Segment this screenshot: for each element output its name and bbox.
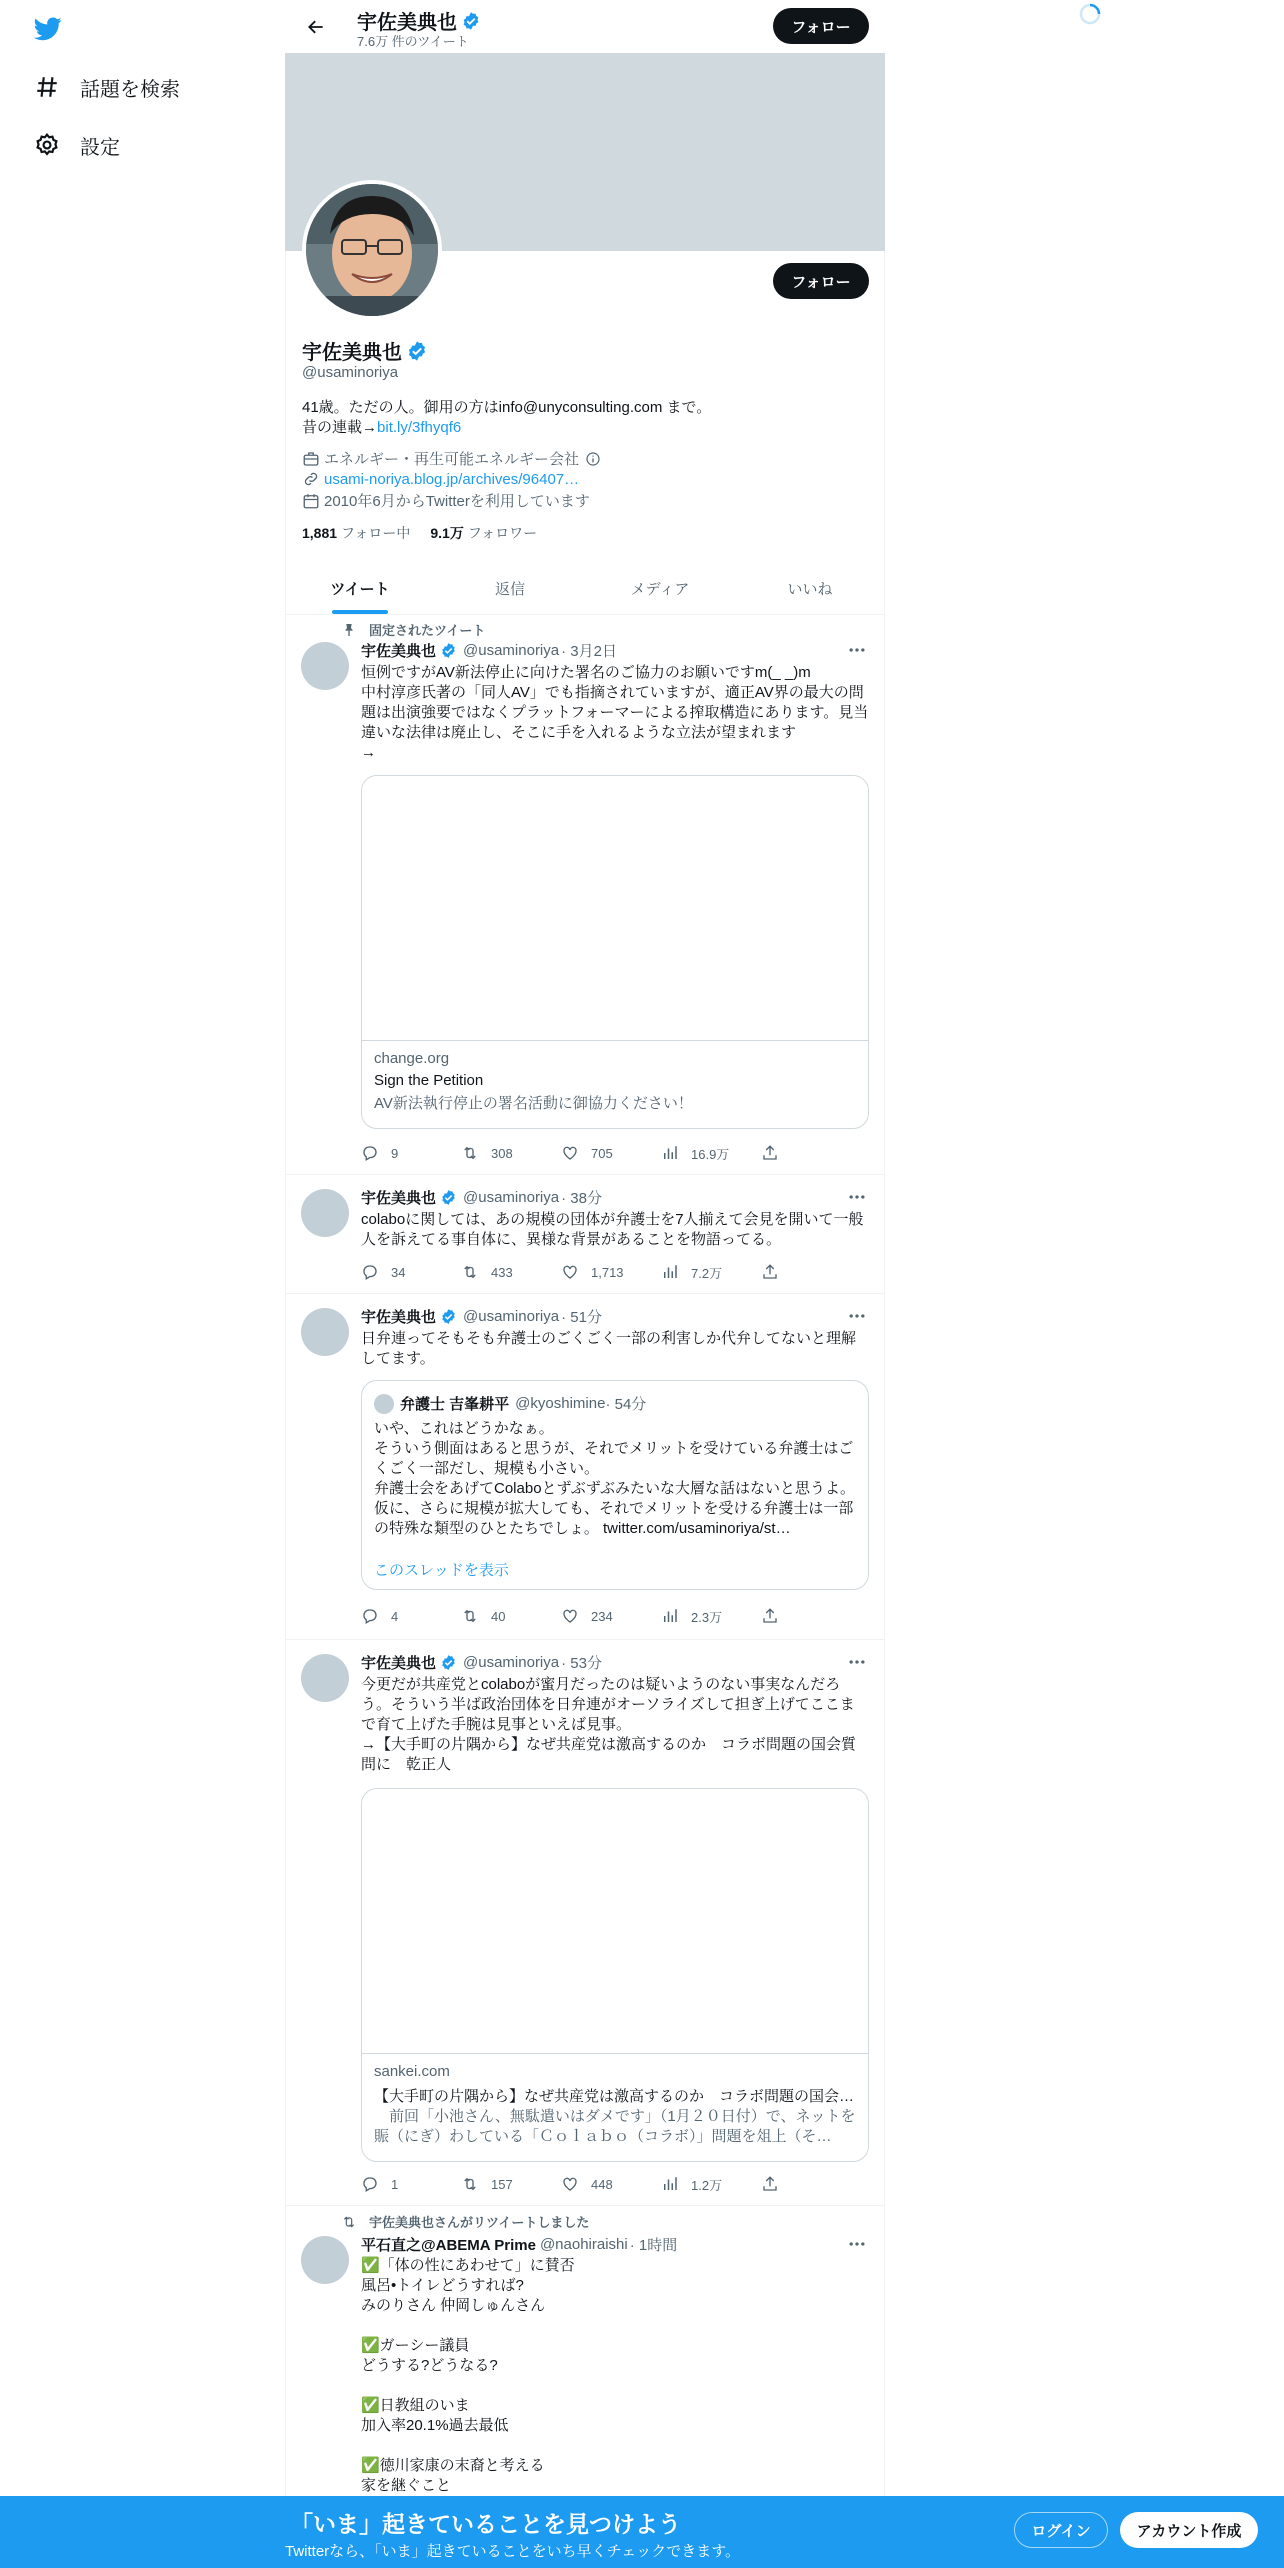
gear-icon [34, 132, 60, 158]
follow-stats [302, 523, 557, 543]
tweet-header [361, 1187, 602, 1208]
more-icon [847, 2234, 867, 2254]
retweet-count: 433 [491, 1264, 513, 1280]
tab-media[interactable]: メディア [630, 580, 690, 598]
bio-line: 41歳。ただの人。御用の方はinfo@unyconsulting.com まで。 [302, 399, 712, 416]
reply-count: 9 [391, 1145, 399, 1161]
like-count: 1,713 [591, 1264, 624, 1280]
profile-joined [302, 490, 590, 511]
tweet-header [361, 2234, 677, 2255]
link-card[interactable] [361, 775, 869, 1129]
show-thread-link[interactable]: このスレッドを表示 [374, 1562, 509, 1579]
tweet-header [361, 1306, 602, 1327]
card-title: Sign the Petition [374, 1072, 484, 1089]
signup-banner [0, 2496, 1284, 2568]
view-count: 1.2万 [691, 2177, 723, 2193]
bio-link[interactable]: bit.ly/3fhyqf6 [377, 419, 462, 436]
tweet-time[interactable]: · 53分 [561, 1655, 602, 1672]
profile-follow-button[interactable]: フォロー [773, 263, 869, 299]
reply-count: 34 [391, 1264, 406, 1280]
twitter-logo-icon[interactable] [32, 14, 64, 42]
verified-badge-icon [461, 11, 481, 31]
following-link[interactable] [302, 523, 410, 543]
tab-tweets[interactable]: ツイート [285, 562, 435, 614]
reply-button[interactable] [361, 1143, 461, 1163]
profile-header-bar [285, 0, 885, 53]
verified-badge-icon [440, 1308, 457, 1325]
view-count: 16.9万 [691, 1146, 730, 1162]
nav-explore[interactable] [34, 67, 180, 107]
share-icon [761, 1263, 779, 1281]
profile-avatar[interactable] [302, 180, 442, 320]
reply-button[interactable] [361, 2174, 461, 2194]
tweet-time[interactable]: · 1時間 [629, 2237, 678, 2254]
analytics-icon [661, 2175, 679, 2193]
profile-tabs [285, 562, 885, 615]
more-icon [847, 640, 867, 660]
profile-bio [302, 398, 862, 438]
tweet-text: 今更だが共産党とcolaboが蜜月だったのは疑いようのない事実なんだろう。そういう半ば政治団体を日弁連がオーソライズして担ぎ上げてここまで育て上げた手腕は見事といえば見事。 →【大手町の片隅から】なぜ共産党は激高するのか コラボ問題の国会質問に 乾正人 [361, 1676, 857, 1773]
retweet-icon [461, 2175, 479, 2193]
profile-url [302, 470, 579, 488]
retweet-icon [341, 2214, 357, 2230]
reply-button[interactable] [361, 1262, 461, 1282]
card-image [362, 776, 868, 1041]
analytics-icon [661, 1607, 679, 1625]
views-button[interactable] [661, 1143, 761, 1163]
retweeted-text: 宇佐美典也さんがリツイートしました [369, 2215, 590, 2230]
more-options-button[interactable] [845, 1306, 869, 1326]
reply-icon [361, 1144, 379, 1162]
reply-count: 1 [391, 2176, 399, 2192]
tweet-time[interactable]: · 38分 [561, 1190, 602, 1207]
back-button[interactable] [301, 12, 331, 42]
login-button[interactable]: ログイン [1014, 2512, 1108, 2548]
header-name-text: 宇佐美典也 [357, 12, 457, 34]
more-options-button[interactable] [845, 1652, 869, 1672]
pinned-text: 固定されたツイート [369, 623, 486, 638]
retweet-count: 40 [491, 1608, 506, 1624]
author-handle[interactable]: @usaminoriya [463, 1308, 560, 1325]
like-count: 234 [591, 1608, 613, 1624]
profile-url-link[interactable]: usami-noriya.blog.jp/archives/96407… [324, 470, 580, 488]
more-icon [847, 1652, 867, 1672]
followers-link[interactable] [430, 523, 537, 543]
more-icon [847, 1187, 867, 1207]
heart-icon [561, 1607, 579, 1625]
hashtag-icon [34, 74, 60, 100]
like-button[interactable] [561, 1143, 661, 1163]
category-text: エネルギー・再生可能エネルギー会社 [324, 451, 580, 468]
share-icon [761, 2175, 779, 2193]
joined-text: 2010年6月からTwitterを利用しています [324, 493, 590, 510]
tweet-actions [361, 2174, 801, 2194]
like-button[interactable] [561, 1606, 661, 1626]
more-options-button[interactable] [845, 640, 869, 660]
retweeted-label [341, 2212, 589, 2231]
view-count: 7.2万 [691, 1265, 723, 1281]
link-card[interactable] [361, 1788, 869, 2162]
retweet-button[interactable] [461, 1606, 561, 1626]
author-handle[interactable]: @usaminoriya [463, 642, 560, 659]
reply-count: 4 [391, 1608, 399, 1624]
arrow-left-icon [306, 17, 326, 37]
header-tweet-count: 7.6万 件のツイート [357, 34, 469, 49]
retweet-button[interactable] [461, 1262, 561, 1282]
tweet-actions [361, 1606, 801, 1626]
card-image [362, 1789, 868, 2054]
tweet[interactable] [285, 615, 885, 1175]
author-handle[interactable]: @naohiraishi [539, 2236, 628, 2253]
create-account-button[interactable]: アカウント作成 [1120, 2512, 1258, 2548]
verified-badge-icon [440, 1654, 457, 1671]
reply-icon [361, 2175, 379, 2193]
tweet[interactable] [285, 1175, 885, 1294]
quote-avatar [374, 1394, 394, 1414]
tab-likes[interactable]: いいね [787, 580, 833, 598]
like-count: 705 [591, 1145, 613, 1161]
verified-badge-icon [440, 642, 457, 659]
header-follow-button[interactable]: フォロー [773, 8, 869, 44]
card-domain: sankei.com [374, 2063, 450, 2080]
profile-name-text: 宇佐美典也 [302, 342, 402, 364]
reply-icon [361, 1263, 379, 1281]
tweet[interactable] [285, 2206, 885, 2496]
tweet-time[interactable]: · 51分 [561, 1309, 602, 1326]
followers-label: フォロワー [467, 525, 538, 541]
retweet-count: 308 [491, 1145, 513, 1161]
author-name[interactable]: 平石直之@ABEMA Prime [361, 2237, 536, 2254]
bio-line: 昔の連載→ [302, 419, 378, 436]
profile-handle: @usaminoriya [302, 364, 399, 381]
more-icon [847, 1306, 867, 1326]
quote-time: · 54分 [605, 1396, 647, 1413]
views-button[interactable] [661, 1262, 761, 1282]
author-name[interactable]: 宇佐美典也 [361, 1655, 437, 1672]
card-title: 【大手町の片隅から】なぜ共産党は激高するのか コラボ問題の国会… [374, 2088, 855, 2105]
reply-button[interactable] [361, 1606, 461, 1626]
heart-icon [561, 2175, 579, 2193]
share-button[interactable] [761, 2174, 801, 2194]
tweet[interactable] [285, 1640, 885, 2206]
analytics-icon [661, 1263, 679, 1281]
tweet-text: 恒例ですがAV新法停止に向けた署名のご協力のお願いですm(_ _)m 中村淳彦氏著の「同人AV」でも指摘されていますが、適正AV界の最大の問題は出演強要ではなくプラットフォーマーによる搾取構造にあります。見当違いな法律は廃止し、そこに手を入れるような立法が望まれます → [361, 664, 869, 761]
analytics-icon [661, 1144, 679, 1162]
tweet-time[interactable]: · 3月2日 [561, 643, 617, 660]
view-count: 2.3万 [691, 1609, 723, 1625]
nav-explore-label: 話題を検索 [80, 78, 180, 101]
share-button[interactable] [761, 1262, 801, 1282]
quote-header [374, 1393, 646, 1414]
avatar[interactable] [301, 1654, 349, 1702]
quote-author-handle: @kyoshimine [515, 1395, 606, 1412]
retweet-icon [461, 1263, 479, 1281]
profile-name [302, 336, 428, 365]
tweet-text: ✅「体の性にあわせて」に賛否 風呂•トイレどうすれば? みのりさん 仲岡しゅんさん ✅ガーシー議員 どうする?どうなる? ✅日教組のいま 加入率20.1%過去最低 ✅徳川家康の末裔と考える 家を継ぐこと [361, 2257, 575, 2494]
retweet-count: 157 [491, 2176, 513, 2192]
author-handle[interactable]: @usaminoriya [463, 1189, 560, 1206]
views-button[interactable] [661, 1606, 761, 1626]
tweet-header [361, 640, 617, 661]
tweet-text: colaboに関しては、あの規模の団体が弁護士を7人揃えて会見を開いて一般人を訴えてる事自体に、異様な背景があることを物語ってる。 [361, 1211, 864, 1248]
nav-settings[interactable] [34, 125, 120, 165]
profile-category [302, 448, 605, 469]
tweet-header [361, 1652, 602, 1673]
briefcase-icon [302, 450, 320, 468]
avatar[interactable] [301, 1189, 349, 1237]
retweet-icon [461, 1144, 479, 1162]
author-name[interactable]: 宇佐美典也 [361, 1190, 437, 1207]
quoted-tweet[interactable] [361, 1380, 869, 1590]
nav-settings-label: 設定 [80, 136, 120, 159]
quote-author-name: 弁護士 吉峯耕平 [400, 1396, 510, 1413]
signup-banner-subtitle: Twitterなら、「いま」起きていることをいち早くチェックできます。 [285, 2543, 741, 2560]
more-options-button[interactable] [845, 2234, 869, 2254]
retweet-button[interactable] [461, 2174, 561, 2194]
followers-count: 9.1万 [430, 525, 464, 541]
more-options-button[interactable] [845, 1187, 869, 1207]
following-count: 1,881 [302, 525, 338, 541]
loading-spinner-icon [1078, 2, 1102, 26]
retweet-button[interactable] [461, 1143, 561, 1163]
views-button[interactable] [661, 2174, 761, 2194]
pin-icon [341, 622, 357, 638]
tab-replies[interactable]: 返信 [494, 580, 525, 598]
quote-text: いや、これはどうかなぁ。 そういう側面はあると思うが、それでメリットを受けている弁護士はごくごく一部だし、規模も小さい。 弁護士会をあげてColaboとずぶずぶみたいな大層な話はないと思うよ。 仮に、さらに規模が拡大しても、それでメリットを受ける弁護士は一部の特殊な類型のひとたちでしょ。 twitter.com/usaminoriya/st… [374, 1420, 856, 1537]
avatar[interactable] [301, 1308, 349, 1356]
tweet-actions [361, 1143, 801, 1163]
share-icon [761, 1144, 779, 1162]
share-button[interactable] [761, 1143, 801, 1163]
like-button[interactable] [561, 1262, 661, 1282]
avatar[interactable] [301, 2236, 349, 2284]
following-label: フォロー中 [341, 525, 411, 541]
verified-badge-icon [440, 1189, 457, 1206]
card-description: AV新法執行停止の署名活動に御協力ください！ [374, 1095, 693, 1112]
reply-icon [361, 1607, 379, 1625]
share-icon [761, 1607, 779, 1625]
like-button[interactable] [561, 2174, 661, 2194]
avatar[interactable] [301, 642, 349, 690]
calendar-icon [302, 492, 320, 510]
author-name[interactable]: 宇佐美典也 [361, 643, 437, 660]
author-handle[interactable]: @usaminoriya [463, 1654, 560, 1671]
tweet[interactable] [285, 1294, 885, 1640]
author-name[interactable]: 宇佐美典也 [361, 1309, 437, 1326]
link-icon [302, 470, 320, 488]
heart-icon [561, 1263, 579, 1281]
card-description: 前回「小池さん、無駄遣いはダメです」（1月２０日付）で、ネットを賑（にぎ）わしている「Ｃｏｌａｂｏ（コラボ）」問題を俎上（そ… [374, 2108, 856, 2145]
retweet-icon [461, 1607, 479, 1625]
like-count: 448 [591, 2176, 613, 2192]
tweet-actions [361, 1262, 801, 1282]
card-domain: change.org [374, 1050, 450, 1067]
pinned-label [341, 620, 485, 639]
verified-badge-icon [406, 340, 428, 362]
signup-banner-title: 「いま」起きていることを見つけよう [290, 2511, 681, 2537]
tweet-text: 日弁連ってそもそも弁護士のごくごく一部の利害しか代弁してないと理解してます。 [361, 1330, 857, 1367]
share-button[interactable] [761, 1606, 801, 1626]
info-icon[interactable] [585, 451, 601, 467]
heart-icon [561, 1144, 579, 1162]
